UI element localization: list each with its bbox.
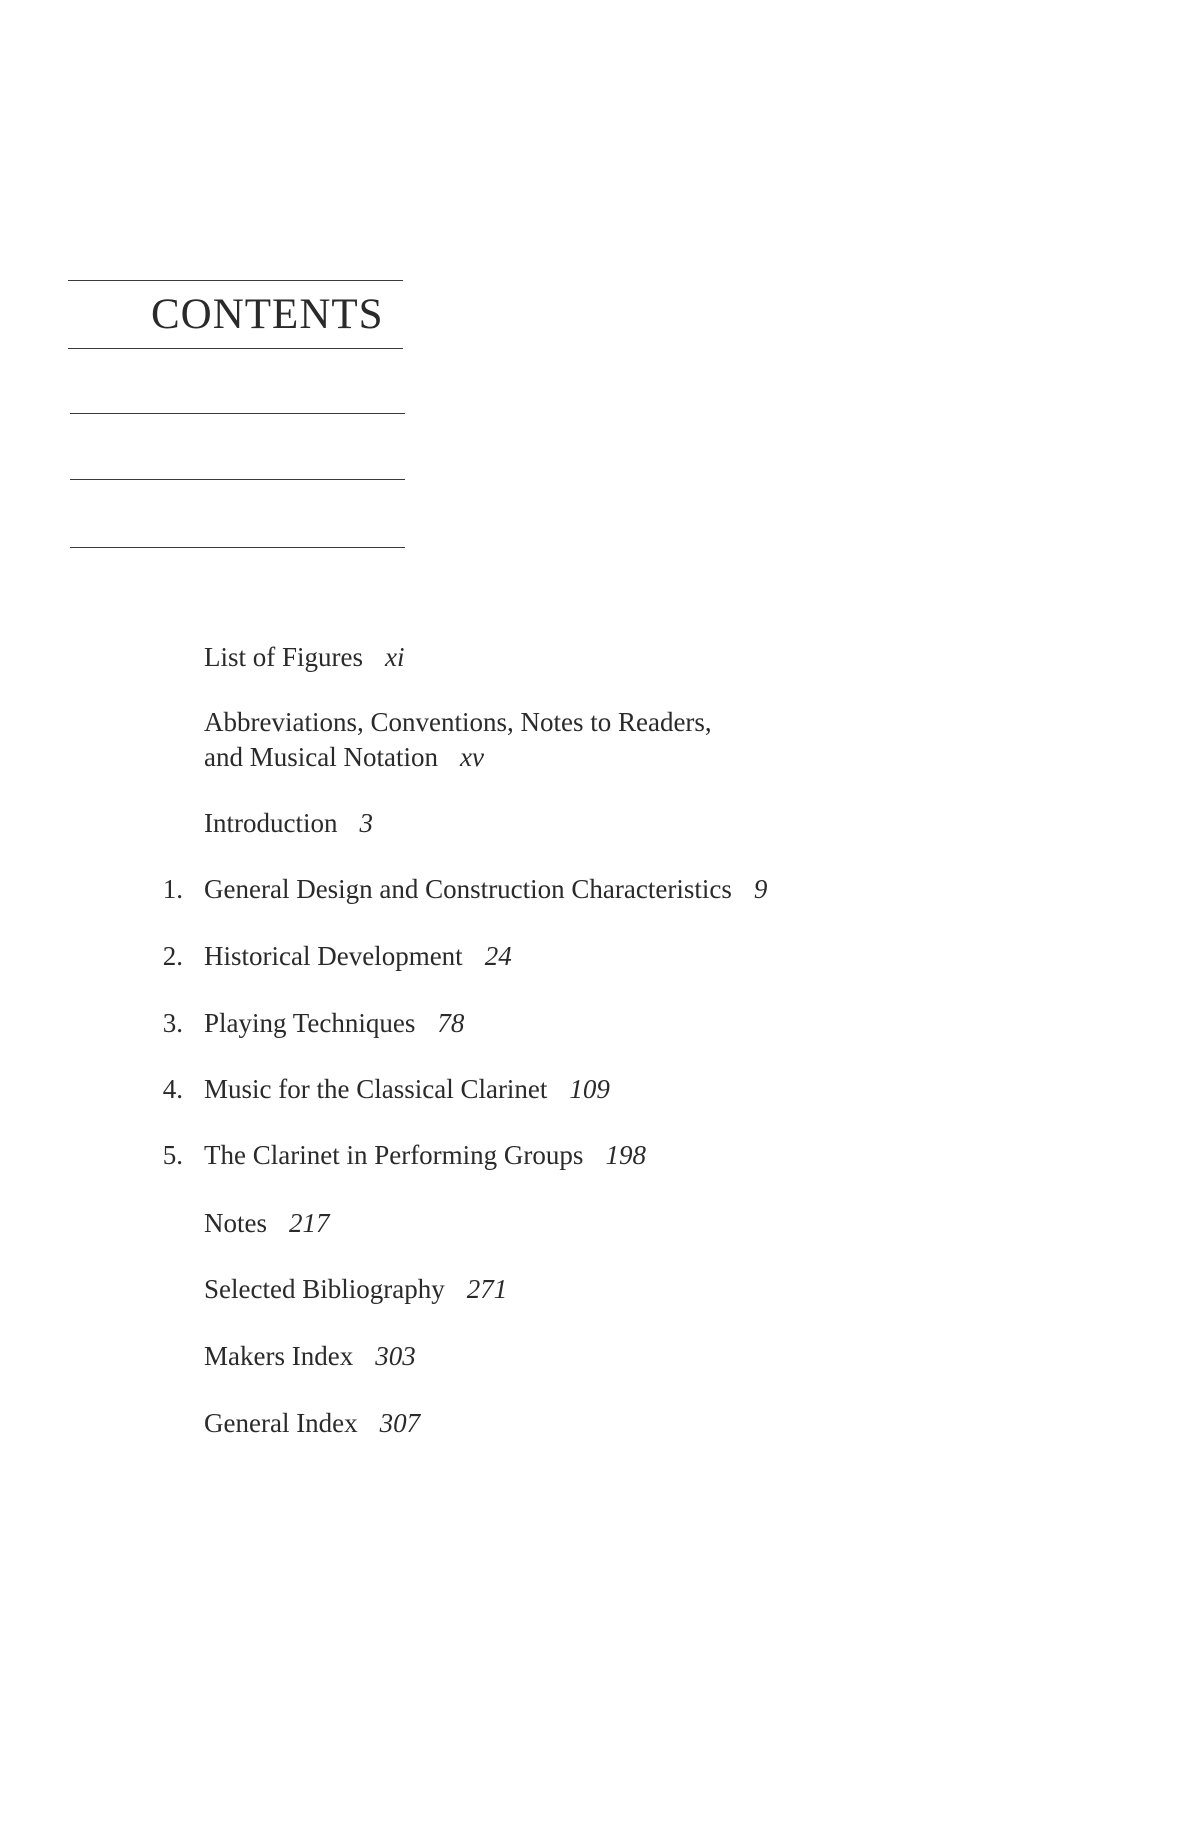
page-number: 24 [484,941,512,971]
chapter-number: 5. [162,1140,183,1170]
toc-entry-title [204,1138,646,1173]
page-number: 271 [466,1274,508,1304]
toc-entry-title [204,939,512,974]
page-number: 109 [569,1074,610,1104]
toc-entry-text: Playing Techniques [204,1008,416,1038]
toc-entry [204,939,512,974]
toc-entry-text: Music for the Classical Clarinet [204,1074,548,1104]
toc-entry-text: General Index [204,1408,358,1438]
toc-entry-text: Abbreviations, Conventions, Notes to Readers, [204,707,712,737]
page-number: 198 [605,1140,646,1170]
toc-entry-title [204,705,712,740]
toc-entry-title [204,1339,416,1374]
toc-entry [204,1339,416,1374]
page-number: xi [385,642,405,672]
page-number: 78 [437,1008,465,1038]
toc-entry-title [204,740,712,775]
chapter-number: 3. [162,1008,183,1038]
toc-entry [204,1406,420,1441]
toc-entry-title [204,806,373,841]
toc-entry-text: and Musical Notation [204,742,438,772]
toc-entry-title [204,872,767,907]
toc-entry-text: Selected Bibliography [204,1274,445,1304]
toc-entry [204,806,373,841]
toc-entry [204,705,712,775]
chapter-number: 2. [162,941,183,971]
toc-entry [204,1138,646,1173]
toc-entry-title [204,640,405,675]
page-number: 3 [359,808,373,838]
toc-entry-text: General Design and Construction Characteristics [204,874,732,904]
page-number: 217 [289,1208,330,1238]
toc-entry-title [204,1206,330,1241]
toc-entry [204,1072,610,1107]
page-number: 307 [379,1408,421,1438]
toc-entry [204,1206,330,1241]
toc-entry [204,872,767,907]
chapter-number: 4. [162,1074,183,1104]
toc-entry-title [204,1072,610,1107]
toc-entry-text: List of Figures [204,642,363,672]
toc-entry-title [204,1406,420,1441]
page-number: 303 [375,1341,416,1371]
toc-entry-text: The Clarinet in Performing Groups [204,1140,584,1170]
toc-entry-text: Notes [204,1208,267,1238]
chapter-number: 1. [162,874,183,904]
toc-entry-text: Introduction [204,808,338,838]
page-number: 9 [753,874,768,904]
toc-entry-title [204,1006,464,1041]
toc-entry [204,1272,507,1307]
toc-entry-text: Historical Development [204,941,463,971]
page-title: CONTENTS [151,291,384,338]
toc-entry [204,640,405,675]
page-number: xv [459,742,484,772]
toc-entry-title [204,1272,507,1307]
toc-entry-text: Makers Index [204,1341,354,1371]
toc-entry [204,1006,464,1041]
